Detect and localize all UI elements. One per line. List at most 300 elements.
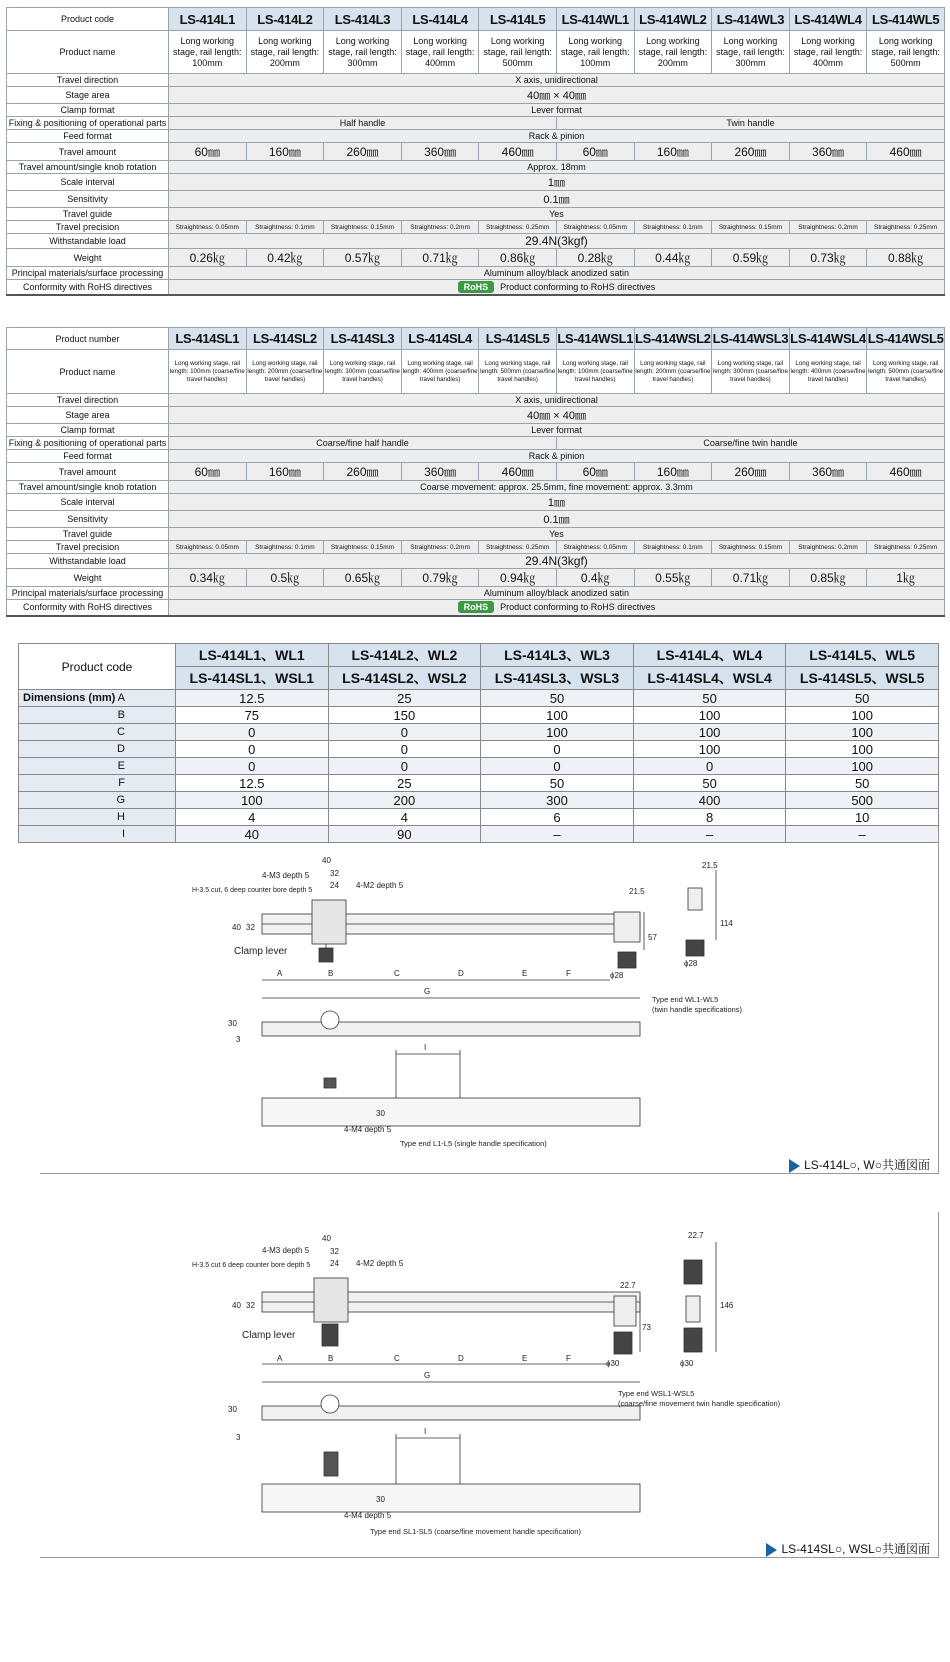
side-40-label: 40 [232, 923, 241, 932]
dim-cell: 100 [176, 792, 329, 809]
product-code: LS-414SL4 [401, 328, 479, 350]
dim-cell: 50 [786, 775, 939, 792]
travel-amount: 260㎜ [324, 143, 402, 161]
weight: 0.79㎏ [401, 569, 479, 587]
weight: 0.26㎏ [169, 249, 247, 267]
dim-cell: 100 [786, 724, 939, 741]
dim-key: A [117, 692, 125, 704]
m3-label: 4-M3 depth 5 [262, 1246, 310, 1255]
product-name: Long working stage, rail length: 500mm [479, 31, 557, 74]
row-label-sensitivity: Sensitivity [7, 191, 169, 208]
dim-i-label: I [424, 1043, 427, 1052]
product-name: Long working stage, rail length: 300mm [324, 31, 402, 74]
dim-cell: 100 [481, 724, 634, 741]
dim-row [19, 690, 939, 707]
dim-code-top: LS-414L1、WL1 [176, 644, 329, 667]
row-label-materials: Principal materials/surface processing [7, 267, 169, 280]
dim-cell: 8 [633, 809, 786, 826]
travel-amount: 360㎜ [401, 143, 479, 161]
dim-row-label [19, 707, 176, 724]
product-code: LS-414L3 [324, 8, 402, 31]
travel-amount: 160㎜ [634, 143, 712, 161]
dim-g-label: G [424, 1371, 431, 1380]
dimensions-code-label: Product code [19, 644, 176, 690]
travel-precision: Straightness: 0.1mm [634, 221, 712, 234]
r114-label: 114 [720, 919, 733, 928]
travel-guide: Yes [169, 528, 945, 541]
side-30-label: 30 [228, 1405, 237, 1414]
type-l-caption: Type end L1-L5 (single handle specification) [400, 1139, 547, 1148]
travel-amount: 60㎜ [556, 143, 634, 161]
dim-40-label: 40 [322, 856, 331, 865]
travel-precision: Straightness: 0.15mm [324, 541, 402, 554]
fixing-twin: Twin handle [556, 117, 944, 130]
m2-label: 4-M2 depth 5 [356, 1259, 404, 1268]
rohs-badge: RoHS [458, 601, 495, 613]
dim-cell: 100 [633, 741, 786, 758]
row-label-clamp-format: Clamp format [7, 104, 169, 117]
row-label-scale-interval: Scale interval [7, 174, 169, 191]
product-name: Long working stage, rail length: 400mm [401, 31, 479, 74]
dim-row-label [19, 792, 176, 809]
drawing-panel-sl-wsl [40, 1212, 939, 1558]
dim-cell: 100 [786, 758, 939, 775]
caption-arrow-icon [766, 1543, 777, 1557]
weight: 0.5㎏ [246, 569, 324, 587]
product-code: LS-414WL2 [634, 8, 712, 31]
dim-key: C [117, 726, 125, 738]
product-code: LS-414WL4 [789, 8, 867, 31]
phi30-label: ϕ30 [606, 1359, 620, 1368]
product-name: Long working stage, rail length: 200mm (coarse/fine travel handles) [634, 350, 712, 394]
dim-d-label: D [458, 1354, 464, 1363]
dim-a-label: A [277, 1354, 283, 1363]
travel-amount: 60㎜ [169, 143, 247, 161]
rohs-text: Product conforming to RoHS directives [500, 281, 656, 292]
side-32-label: 32 [246, 923, 255, 932]
dim-b-label: B [328, 969, 334, 978]
dim-code-top: LS-414L3、WL3 [481, 644, 634, 667]
dim-row-label [19, 741, 176, 758]
dim-cell: 0 [176, 741, 329, 758]
product-name: Long working stage, rail length: 100mm [556, 31, 634, 74]
r21-5-label: 21.5 [629, 887, 645, 896]
travel-amount: 160㎜ [246, 463, 324, 481]
row-label-product-code: Product code [7, 8, 169, 31]
dim-key: I [121, 828, 125, 840]
dim-row [19, 809, 939, 826]
weight: 0.44㎏ [634, 249, 712, 267]
travel-amount: 360㎜ [401, 463, 479, 481]
travel-direction: X axis, unidirectional [169, 74, 945, 87]
r22-7-label: 22.7 [620, 1281, 636, 1290]
withstandable-load: 29.4N(3kgf) [169, 554, 945, 569]
dim-row [19, 741, 939, 758]
row-label-stage-area: Stage area [7, 87, 169, 104]
travel-precision: Straightness: 0.2mm [401, 221, 479, 234]
dim-i-label: I [424, 1427, 427, 1436]
clamp-format: Lever format [169, 424, 945, 437]
travel-precision: Straightness: 0.2mm [789, 221, 867, 234]
dim-cell: 0 [328, 741, 481, 758]
travel-amount: 460㎜ [867, 463, 945, 481]
r22-7b-label: 22.7 [688, 1231, 704, 1240]
m4-label: 4-M4 depth 5 [344, 1125, 392, 1134]
dim-row [19, 707, 939, 724]
dim-code-top: LS-414L4、WL4 [633, 644, 786, 667]
drawing-sl-wsl [40, 1212, 938, 1557]
product-name: Long working stage, rail length: 200mm (coarse/fine travel handles) [246, 350, 324, 394]
dim-row [19, 758, 939, 775]
dim-cell: 100 [481, 707, 634, 724]
dim-24-label: 24 [330, 881, 339, 890]
weight: 0.65㎏ [324, 569, 402, 587]
m2-label: 4-M2 depth 5 [356, 881, 404, 890]
product-code: LS-414WL1 [556, 8, 634, 31]
weight: 0.94㎏ [479, 569, 557, 587]
stage-area: 40㎜ × 40㎜ [169, 407, 945, 424]
product-name: Long working stage, rail length: 100mm (coarse/fine travel handles) [556, 350, 634, 394]
rohs-badge: RoHS [458, 281, 495, 293]
dim-32-label: 32 [330, 869, 339, 878]
dim-e-label: E [522, 1354, 528, 1363]
dim-c-label: C [394, 1354, 400, 1363]
spec-table-l-wl [6, 7, 945, 296]
travel-amount: 160㎜ [246, 143, 324, 161]
product-code: LS-414WSL4 [789, 328, 867, 350]
travel-amount: 360㎜ [789, 143, 867, 161]
phi30b-label: ϕ30 [680, 1359, 694, 1368]
product-code: LS-414WSL3 [712, 328, 790, 350]
row-label-rohs: Conformity with RoHS directives [7, 600, 169, 616]
r146-label: 146 [720, 1301, 734, 1310]
product-code: LS-414L1 [169, 8, 247, 31]
travel-amount: 60㎜ [169, 463, 247, 481]
dim-32-label: 32 [330, 1247, 339, 1256]
row-label-withstandable-load: Withstandable load [7, 234, 169, 249]
travel-precision: Straightness: 0.05mm [556, 221, 634, 234]
stage-area: 40㎜ × 40㎜ [169, 87, 945, 104]
travel-direction: X axis, unidirectional [169, 394, 945, 407]
product-code: LS-414SL3 [324, 328, 402, 350]
travel-precision: Straightness: 0.1mm [246, 221, 324, 234]
travel-precision: Straightness: 0.25mm [479, 221, 557, 234]
product-code: LS-414WL5 [867, 8, 945, 31]
travel-precision: Straightness: 0.1mm [634, 541, 712, 554]
travel-amount: 360㎜ [789, 463, 867, 481]
dim-cell: 12.5 [176, 690, 329, 707]
dim-cell: 50 [481, 775, 634, 792]
dim-cell: 0 [481, 758, 634, 775]
travel-amount: 460㎜ [867, 143, 945, 161]
dim-key: F [118, 777, 125, 789]
feed-format: Rack & pinion [169, 450, 945, 463]
rohs-conformity [169, 600, 945, 616]
fixing-twin: Coarse/fine twin handle [556, 437, 944, 450]
travel-amount: 60㎜ [556, 463, 634, 481]
r73-label: 73 [642, 1323, 651, 1332]
caption-arrow-icon [789, 1159, 800, 1173]
row-label-product-name: Product name [7, 350, 169, 394]
dim-cell: 50 [633, 775, 786, 792]
dim-g-label: G [424, 987, 431, 996]
dim-row-label [19, 775, 176, 792]
travel-precision: Straightness: 0.1mm [246, 541, 324, 554]
dim-row-label [19, 724, 176, 741]
phi28-label: ϕ28 [610, 971, 624, 980]
weight: 0.86㎏ [479, 249, 557, 267]
caption-text: LS-414SL○, WSL○共通図面 [781, 1542, 930, 1556]
travel-precision: Straightness: 0.05mm [169, 221, 247, 234]
sensitivity: 0.1㎜ [169, 191, 945, 208]
dim-cell: 500 [786, 792, 939, 809]
dim-cell: 90 [328, 826, 481, 843]
dim-row-label [19, 809, 176, 826]
rohs-text: Product conforming to RoHS directives [500, 602, 656, 613]
materials: Aluminum alloy/black anodized satin [169, 267, 945, 280]
r21-5b-label: 21.5 [702, 861, 718, 870]
product-code: LS-414WSL1 [556, 328, 634, 350]
knob-rotation: Approx. 18mm [169, 161, 945, 174]
dim-cell: 0 [176, 758, 329, 775]
dim-cell: 40 [176, 826, 329, 843]
dim-cell: – [786, 826, 939, 843]
product-name: Long working stage, rail length: 300mm (coarse/fine travel handles) [712, 350, 790, 394]
dim-code-bottom: LS-414SL2、WSL2 [328, 667, 481, 690]
dim-row-label [19, 758, 176, 775]
row-label-travel-precision: Travel precision [7, 541, 169, 554]
dimensions-table [18, 643, 939, 843]
weight: 0.57㎏ [324, 249, 402, 267]
travel-precision: Straightness: 0.25mm [479, 541, 557, 554]
weight: 1㎏ [867, 569, 945, 587]
dim-row [19, 792, 939, 809]
dim-cell: 100 [786, 707, 939, 724]
product-name: Long working stage, rail length: 500mm (coarse/fine travel handles) [479, 350, 557, 394]
side-32-label: 32 [246, 1301, 255, 1310]
row-label-travel-direction: Travel direction [7, 394, 169, 407]
row-label-feed-format: Feed format [7, 130, 169, 143]
caption-text: LS-414L○, W○共通図面 [804, 1158, 930, 1172]
product-name: Long working stage, rail length: 400mm (coarse/fine travel handles) [789, 350, 867, 394]
weight: 0.85㎏ [789, 569, 867, 587]
dim-cell: 0 [176, 724, 329, 741]
drawing-l-wl [40, 830, 938, 1173]
row-label-weight: Weight [7, 569, 169, 587]
withstandable-load: 29.4N(3kgf) [169, 234, 945, 249]
dim-cell: 12.5 [176, 775, 329, 792]
dim-c-label: C [394, 969, 400, 978]
product-name: Long working stage, rail length: 400mm (coarse/fine travel handles) [401, 350, 479, 394]
row-label-travel-amount: Travel amount [7, 143, 169, 161]
m4-label: 4-M4 depth 5 [344, 1511, 392, 1520]
row-label-clamp-format: Clamp format [7, 424, 169, 437]
row-label-travel-direction: Travel direction [7, 74, 169, 87]
scale-interval: 1㎜ [169, 174, 945, 191]
travel-amount: 460㎜ [479, 143, 557, 161]
dim-d-label: D [458, 969, 464, 978]
travel-amount: 260㎜ [712, 143, 790, 161]
weight: 0.4㎏ [556, 569, 634, 587]
dim-cell: 0 [328, 758, 481, 775]
dim-key: B [117, 709, 125, 721]
row-label-fixing: Fixing & positioning of operational parts [7, 117, 169, 130]
dim-key: D [117, 743, 125, 755]
product-name: Long working stage, rail length: 500mm (coarse/fine travel handles) [867, 350, 945, 394]
product-code: LS-414SL1 [169, 328, 247, 350]
dim-cell: 4 [328, 809, 481, 826]
travel-precision: Straightness: 0.05mm [556, 541, 634, 554]
weight: 0.59㎏ [712, 249, 790, 267]
product-name: Long working stage, rail length: 500mm [867, 31, 945, 74]
dim-cell: 100 [633, 724, 786, 741]
product-code: LS-414L2 [246, 8, 324, 31]
dim-cell: – [633, 826, 786, 843]
row-label-travel-guide: Travel guide [7, 208, 169, 221]
row-label-travel-precision: Travel precision [7, 221, 169, 234]
weight: 0.88㎏ [867, 249, 945, 267]
dim-24-label: 24 [330, 1259, 339, 1268]
clamp-lever-label: Clamp lever [242, 1330, 296, 1341]
product-code: LS-414SL2 [246, 328, 324, 350]
fixing-half: Coarse/fine half handle [169, 437, 557, 450]
type-w-caption2: (twin handle specifications) [652, 1005, 743, 1014]
dim-b-label: B [328, 1354, 334, 1363]
bottom-30-label: 30 [376, 1495, 385, 1504]
dim-cell: 25 [328, 690, 481, 707]
bottom-30-label: 30 [376, 1109, 385, 1118]
clamp-format: Lever format [169, 104, 945, 117]
travel-precision: Straightness: 0.2mm [789, 541, 867, 554]
product-name: Long working stage, rail length: 300mm [712, 31, 790, 74]
dim-cell: – [481, 826, 634, 843]
spec-table-sl-wsl [6, 327, 945, 617]
dim-key: H [117, 811, 125, 823]
knob-rotation: Coarse movement: approx. 25.5mm, fine movement: approx. 3.3mm [169, 481, 945, 494]
dim-e-label: E [522, 969, 528, 978]
product-name: Long working stage, rail length: 200mm [634, 31, 712, 74]
row-label-rohs: Conformity with RoHS directives [7, 280, 169, 295]
row-label-travel-amount: Travel amount [7, 463, 169, 481]
weight: 0.73㎏ [789, 249, 867, 267]
dim-cell: 25 [328, 775, 481, 792]
row-label-knob-rotation: Travel amount/single knob rotation [7, 481, 169, 494]
sensitivity: 0.1㎜ [169, 511, 945, 528]
clamp-lever-label: Clamp lever [234, 946, 288, 957]
dim-cell: 150 [328, 707, 481, 724]
travel-guide: Yes [169, 208, 945, 221]
drawing-panel-l-wl [40, 830, 939, 1174]
travel-precision: Straightness: 0.05mm [169, 541, 247, 554]
dim-cell: 50 [633, 690, 786, 707]
product-code: LS-414L4 [401, 8, 479, 31]
travel-amount: 260㎜ [712, 463, 790, 481]
drawing-caption [766, 1540, 930, 1557]
dim-cell: 0 [328, 724, 481, 741]
travel-precision: Straightness: 0.25mm [867, 221, 945, 234]
materials: Aluminum alloy/black anodized satin [169, 587, 945, 600]
travel-amount: 460㎜ [479, 463, 557, 481]
row-label-scale-interval: Scale interval [7, 494, 169, 511]
row-label-stage-area: Stage area [7, 407, 169, 424]
weight: 0.34㎏ [169, 569, 247, 587]
type-wsl-caption: Type end WSL1-WSL5 [618, 1389, 695, 1398]
product-code: LS-414SL5 [479, 328, 557, 350]
side-3-label: 3 [236, 1035, 241, 1044]
row-label-product-number: Product number [7, 328, 169, 350]
dim-f-label: F [566, 969, 571, 978]
dim-cell: 4 [176, 809, 329, 826]
dim-code-bottom: LS-414SL5、WSL5 [786, 667, 939, 690]
side-30-label: 30 [228, 1019, 237, 1028]
row-label-travel-guide: Travel guide [7, 528, 169, 541]
dim-a-label: A [277, 969, 283, 978]
dim-cell: 75 [176, 707, 329, 724]
dim-cell: 0 [481, 741, 634, 758]
scale-interval: 1㎜ [169, 494, 945, 511]
dim-cell: 50 [481, 690, 634, 707]
rohs-conformity [169, 280, 945, 295]
dim-f-label: F [566, 1354, 571, 1363]
row-label-fixing: Fixing & positioning of operational parts [7, 437, 169, 450]
product-name: Long working stage, rail length: 300mm (coarse/fine travel handles) [324, 350, 402, 394]
weight: 0.42㎏ [246, 249, 324, 267]
type-w-caption: Type end WL1-WL5 [652, 995, 719, 1004]
hcut-label: H-3.5 cut, 6 deep counter bore depth 5 [192, 887, 313, 894]
dim-cell: 100 [633, 707, 786, 724]
row-label-withstandable-load: Withstandable load [7, 554, 169, 569]
product-name: Long working stage, rail length: 400mm [789, 31, 867, 74]
phi28b-label: ϕ28 [684, 959, 698, 968]
dim-code-bottom: LS-414SL1、WSL1 [176, 667, 329, 690]
product-name: Long working stage, rail length: 100mm [169, 31, 247, 74]
side-40-label: 40 [232, 1301, 241, 1310]
dim-code-bottom: LS-414SL4、WSL4 [633, 667, 786, 690]
side-3-label: 3 [236, 1433, 241, 1442]
product-code: LS-414WSL5 [867, 328, 945, 350]
row-label-weight: Weight [7, 249, 169, 267]
product-code: LS-414L5 [479, 8, 557, 31]
dim-key: E [117, 760, 125, 772]
row-label-materials: Principal materials/surface processing [7, 587, 169, 600]
dim-cell: 10 [786, 809, 939, 826]
travel-amount: 160㎜ [634, 463, 712, 481]
weight: 0.55㎏ [634, 569, 712, 587]
travel-precision: Straightness: 0.15mm [712, 221, 790, 234]
dim-row-label [19, 690, 176, 707]
type-wsl-caption2: (coarse/fine movement twin handle specification) [618, 1399, 781, 1408]
fixing-half: Half handle [169, 117, 557, 130]
row-label-sensitivity: Sensitivity [7, 511, 169, 528]
hcut-label: H-3.5 cut 6 deep counter bore depth 5 [192, 1262, 311, 1269]
dimensions-label: Dimensions (mm) [23, 692, 116, 704]
row-label-product-name: Product name [7, 31, 169, 74]
dim-key: G [116, 794, 125, 806]
travel-amount: 260㎜ [324, 463, 402, 481]
dim-row [19, 724, 939, 741]
weight: 0.71㎏ [712, 569, 790, 587]
drawing-caption [789, 1156, 930, 1173]
travel-precision: Straightness: 0.15mm [712, 541, 790, 554]
dim-cell: 0 [633, 758, 786, 775]
m3-label: 4-M3 depth 5 [262, 871, 310, 880]
dim-cell: 6 [481, 809, 634, 826]
travel-precision: Straightness: 0.2mm [401, 541, 479, 554]
travel-precision: Straightness: 0.15mm [324, 221, 402, 234]
r57-label: 57 [648, 933, 657, 942]
weight: 0.28㎏ [556, 249, 634, 267]
dim-cell: 100 [786, 741, 939, 758]
